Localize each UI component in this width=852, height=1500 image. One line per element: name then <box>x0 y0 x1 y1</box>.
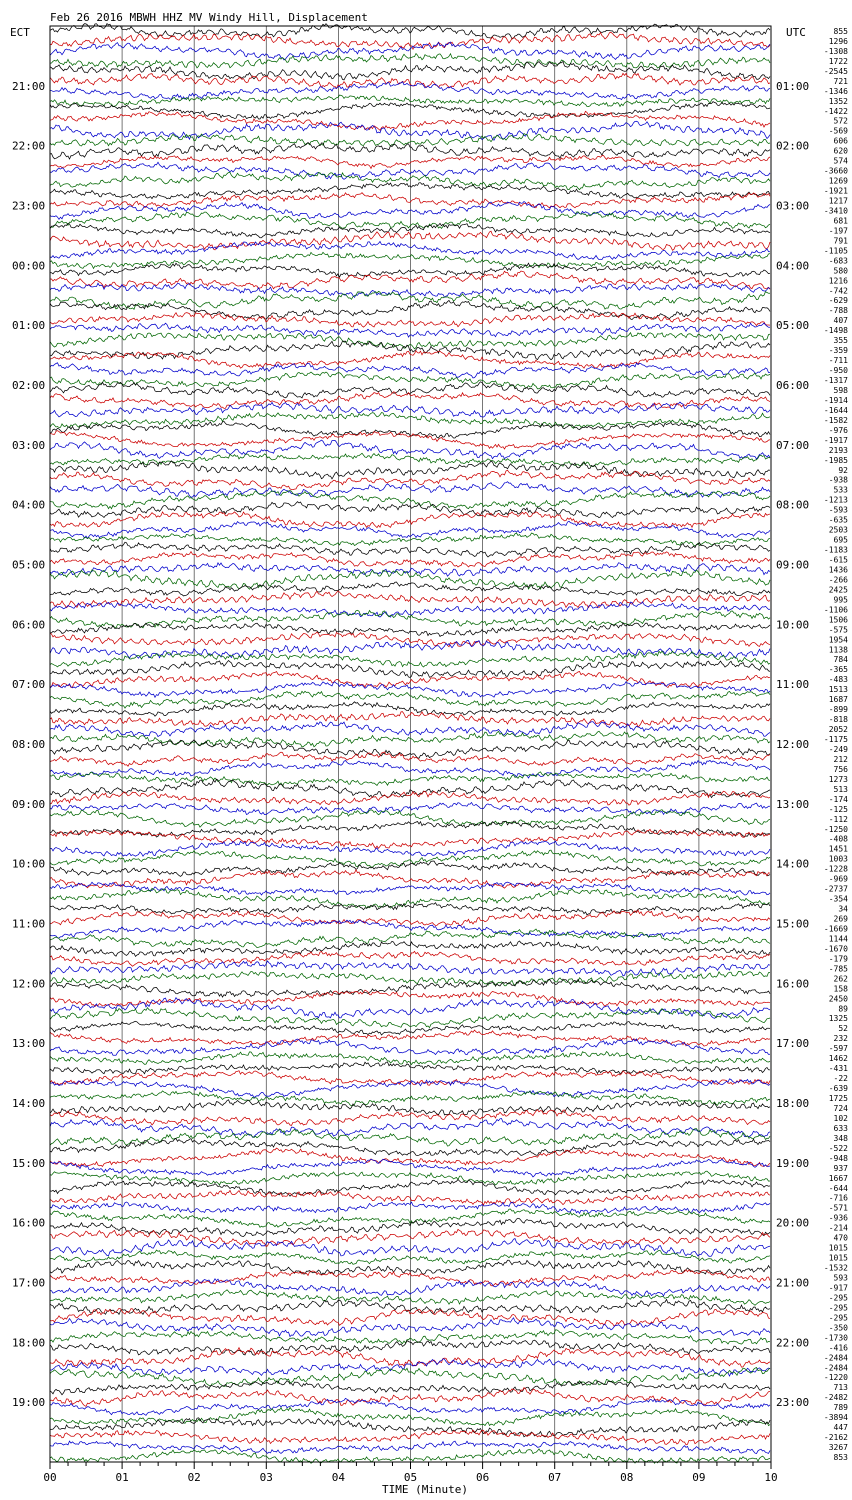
trace-amplitude-label: -1183 <box>823 545 848 555</box>
trace-amplitude-label: 1015 <box>828 1243 848 1253</box>
trace-amplitude-label: 348 <box>833 1133 848 1143</box>
trace-amplitude-label: -359 <box>828 346 848 356</box>
right-axis-label: UTC <box>786 26 806 39</box>
left-hour-label: 10:00 <box>12 857 46 871</box>
trace-amplitude-label: -1346 <box>823 86 848 96</box>
trace-amplitude-label: 620 <box>833 146 848 156</box>
left-hour-label: 14:00 <box>12 1097 46 1110</box>
left-hour-label: 02:00 <box>12 379 46 392</box>
trace-amplitude-label: 1273 <box>828 774 848 784</box>
trace-amplitude-label: 212 <box>833 755 848 764</box>
trace-amplitude-label: -683 <box>828 256 848 266</box>
left-hour-label: 13:00 <box>12 1037 46 1051</box>
trace-amplitude-label: -1308 <box>823 46 848 56</box>
trace-amplitude-label: 1217 <box>828 196 848 206</box>
trace-amplitude-label: -950 <box>828 366 848 375</box>
trace-amplitude-label: -569 <box>828 126 848 136</box>
trace-amplitude-label: -354 <box>828 894 848 904</box>
trace-amplitude-label: 1462 <box>828 1054 848 1064</box>
trace-amplitude-label: 533 <box>833 485 848 495</box>
trace-amplitude-label: 1138 <box>828 645 848 655</box>
trace-amplitude-label: -1220 <box>823 1373 848 1383</box>
left-hour-label: 07:00 <box>12 678 46 692</box>
trace-amplitude-label: 937 <box>833 1163 848 1173</box>
trace-amplitude-label: -1532 <box>823 1263 848 1273</box>
right-hour-label: 05:00 <box>776 319 810 333</box>
right-hour-label: 06:00 <box>776 379 810 392</box>
trace-amplitude-label: 1003 <box>828 854 848 864</box>
right-hour-label: 21:00 <box>776 1276 810 1290</box>
trace-amplitude-label: -431 <box>828 1064 848 1074</box>
trace-amplitude-label: -1422 <box>823 106 848 116</box>
trace-amplitude-label: 721 <box>833 76 848 86</box>
trace-amplitude-label: -2484 <box>823 1363 848 1373</box>
trace-amplitude-label: 232 <box>833 1034 848 1044</box>
right-hour-label: 23:00 <box>776 1396 810 1410</box>
trace-amplitude-label: -3894 <box>823 1413 848 1423</box>
left-hour-label: 03:00 <box>12 438 46 452</box>
trace-amplitude-label: 724 <box>833 1104 848 1113</box>
trace-amplitude-label: 2503 <box>828 525 848 535</box>
right-hour-label: 17:00 <box>776 1037 810 1051</box>
x-tick-label: 03 <box>259 1471 273 1484</box>
right-hour-label: 10:00 <box>776 618 810 632</box>
trace-amplitude-label: -2484 <box>823 1353 848 1363</box>
left-hour-label: 22:00 <box>12 139 46 153</box>
trace-amplitude-label: -1730 <box>823 1333 848 1343</box>
trace-amplitude-label: 606 <box>833 136 848 146</box>
trace-amplitude-label: 995 <box>833 595 848 605</box>
left-hour-label: 21:00 <box>12 79 46 93</box>
trace-amplitude-label: 756 <box>833 764 848 774</box>
x-axis-label: TIME (Minute) <box>381 1483 469 1496</box>
trace-amplitude-label: 3267 <box>828 1443 848 1452</box>
trace-amplitude-label: 513 <box>833 784 848 794</box>
trace-amplitude-label: -295 <box>828 1303 848 1313</box>
left-hour-label: 09:00 <box>12 797 46 811</box>
trace-amplitude-label: 1513 <box>828 685 848 695</box>
trace-amplitude-label: 855 <box>833 27 848 36</box>
right-hour-label: 04:00 <box>776 259 810 273</box>
trace-amplitude-label: 789 <box>833 1403 848 1413</box>
trace-amplitude-label: -644 <box>828 1183 848 1193</box>
trace-amplitude-label: 102 <box>833 1114 848 1123</box>
trace-amplitude-label: 713 <box>833 1383 848 1393</box>
trace-amplitude-label: -597 <box>828 1044 848 1054</box>
trace-amplitude-label: -3410 <box>823 206 848 216</box>
trace-amplitude-label: -1670 <box>823 944 848 954</box>
trace-amplitude-label: 52 <box>838 1024 848 1034</box>
trace-amplitude-label: -948 <box>828 1153 848 1163</box>
trace-amplitude-label: -1175 <box>823 735 848 744</box>
left-hour-label: 15:00 <box>12 1156 46 1170</box>
right-hour-label: 07:00 <box>776 438 810 452</box>
trace-amplitude-label: -818 <box>828 715 848 725</box>
trace-amplitude-label: -629 <box>828 296 848 306</box>
trace-amplitude-label: 89 <box>838 1004 848 1014</box>
trace-amplitude-label: -1669 <box>823 924 848 934</box>
right-hour-label: 02:00 <box>776 139 810 153</box>
trace-amplitude-label: -1105 <box>823 246 848 256</box>
trace-amplitude-label: 1451 <box>828 844 848 854</box>
trace-amplitude-label: -365 <box>828 665 848 675</box>
x-tick-label: 06 <box>475 1471 490 1484</box>
trace-amplitude-label: -1213 <box>823 495 848 505</box>
trace-amplitude-label: -214 <box>828 1223 848 1233</box>
x-tick-label: 09 <box>692 1471 706 1484</box>
trace-amplitude-label: 1015 <box>828 1253 848 1263</box>
trace-amplitude-label: -785 <box>828 964 848 974</box>
trace-amplitude-label: 695 <box>833 535 848 545</box>
trace-amplitude-label: 2425 <box>828 585 848 595</box>
left-hour-label: 23:00 <box>12 199 46 213</box>
trace-amplitude-label: 2193 <box>828 445 848 455</box>
trace-amplitude-label: -899 <box>828 705 848 715</box>
trace-amplitude-label: 1725 <box>828 1094 848 1103</box>
x-tick-label: 07 <box>548 1471 562 1484</box>
left-hour-label: 05:00 <box>12 558 46 572</box>
left-axis-label: ECT <box>10 26 30 39</box>
trace-amplitude-label: -2162 <box>823 1433 848 1443</box>
x-tick-label: 05 <box>403 1471 418 1484</box>
trace-amplitude-label: 1216 <box>828 276 848 286</box>
x-tick-label: 08 <box>620 1471 634 1484</box>
trace-amplitude-label: 1667 <box>828 1173 848 1183</box>
trace-amplitude-label: -615 <box>828 555 848 565</box>
trace-amplitude-label: -295 <box>828 1313 848 1323</box>
trace-amplitude-label: -716 <box>828 1193 848 1203</box>
trace-amplitude-label: -483 <box>828 675 848 685</box>
trace-amplitude-label: -575 <box>828 625 848 635</box>
trace-amplitude-label: -2545 <box>823 66 848 76</box>
trace-amplitude-label: 681 <box>833 216 848 226</box>
trace-amplitude-label: 574 <box>833 156 848 166</box>
trace-amplitude-label: -22 <box>833 1074 848 1084</box>
trace-amplitude-label: -1985 <box>823 455 848 465</box>
x-tick-label: 02 <box>187 1471 201 1484</box>
right-hour-label: 15:00 <box>776 917 810 931</box>
x-tick-label: 10 <box>764 1471 778 1484</box>
trace-amplitude-label: -635 <box>828 515 848 525</box>
trace-amplitude-label: -1582 <box>823 415 848 425</box>
right-hour-label: 11:00 <box>776 678 810 692</box>
trace-amplitude-label: 1436 <box>828 565 848 575</box>
left-hour-label: 19:00 <box>12 1396 46 1410</box>
trace-amplitude-label: -125 <box>828 804 848 814</box>
x-tick-label: 04 <box>331 1471 346 1484</box>
trace-amplitude-label: -976 <box>828 425 848 435</box>
trace-amplitude-label: 34 <box>838 904 848 914</box>
trace-amplitude-label: 784 <box>833 655 848 665</box>
right-hour-label: 16:00 <box>776 977 810 991</box>
left-hour-label: 04:00 <box>12 498 46 512</box>
left-hour-label: 00:00 <box>12 259 46 273</box>
trace-amplitude-label: -416 <box>828 1343 848 1353</box>
trace-amplitude-label: -295 <box>828 1293 848 1303</box>
trace-amplitude-label: 1722 <box>828 56 848 66</box>
right-hour-label: 18:00 <box>776 1097 810 1110</box>
right-hour-label: 19:00 <box>776 1156 810 1170</box>
trace-amplitude-label: -112 <box>828 814 848 824</box>
trace-amplitude-label: 1144 <box>828 934 848 944</box>
trace-amplitude-label: -522 <box>828 1143 848 1153</box>
trace-amplitude-label: 791 <box>833 236 848 246</box>
trace-amplitude-label: 1954 <box>828 635 848 645</box>
trace-amplitude-label: -1228 <box>823 864 848 874</box>
trace-amplitude-label: 598 <box>833 386 848 395</box>
trace-amplitude-label: -571 <box>828 1203 848 1213</box>
trace-amplitude-label: -1921 <box>823 186 848 196</box>
left-hour-label: 16:00 <box>12 1216 46 1230</box>
trace-amplitude-label: 407 <box>833 316 848 326</box>
trace-amplitude-label: -408 <box>828 834 848 844</box>
trace-amplitude-label: -266 <box>828 575 848 585</box>
trace-amplitude-label: -197 <box>828 226 848 236</box>
trace-amplitude-label: 1325 <box>828 1014 848 1024</box>
trace-amplitude-label: -711 <box>828 356 848 366</box>
trace-amplitude-label: -1317 <box>823 376 848 385</box>
trace-amplitude-label: -1498 <box>823 326 848 336</box>
trace-amplitude-label: 1296 <box>828 37 848 46</box>
left-hour-label: 01:00 <box>12 319 46 333</box>
trace-amplitude-label: -788 <box>828 306 848 316</box>
trace-amplitude-label: -1106 <box>823 605 848 615</box>
trace-amplitude-label: -174 <box>828 794 848 804</box>
right-hour-label: 03:00 <box>776 199 810 213</box>
right-hour-label: 22:00 <box>776 1336 810 1350</box>
left-hour-label: 18:00 <box>12 1336 46 1350</box>
trace-amplitude-label: -917 <box>828 1283 848 1293</box>
trace-amplitude-label: 470 <box>833 1233 848 1243</box>
x-tick-label: 00 <box>43 1471 57 1484</box>
trace-amplitude-label: 447 <box>833 1423 848 1433</box>
trace-amplitude-label: -938 <box>828 475 848 485</box>
left-hour-label: 06:00 <box>12 618 46 632</box>
trace-amplitude-label: -742 <box>828 286 848 296</box>
trace-amplitude-label: -249 <box>828 745 848 754</box>
trace-amplitude-label: 1687 <box>828 695 848 705</box>
trace-amplitude-label: -936 <box>828 1213 848 1223</box>
trace-amplitude-label: -1250 <box>823 824 848 834</box>
trace-amplitude-label: 633 <box>833 1123 848 1133</box>
trace-amplitude-label: -179 <box>828 954 848 964</box>
left-hour-label: 08:00 <box>12 738 46 751</box>
trace-amplitude-label: 2450 <box>828 994 848 1004</box>
trace-amplitude-label: -2482 <box>823 1393 848 1403</box>
trace-amplitude-label: -2737 <box>823 884 848 894</box>
trace-amplitude-label: -3660 <box>823 166 848 176</box>
trace-amplitude-label: 262 <box>833 974 848 984</box>
trace-amplitude-label: 92 <box>838 465 848 475</box>
right-hour-label: 08:00 <box>776 498 810 512</box>
trace-amplitude-label: 1352 <box>828 96 848 106</box>
trace-amplitude-label: -1917 <box>823 435 848 445</box>
trace-amplitude-label: 853 <box>833 1453 848 1462</box>
trace-amplitude-label: -350 <box>828 1323 848 1333</box>
trace-amplitude-label: 593 <box>833 1273 848 1283</box>
left-hour-label: 17:00 <box>12 1276 46 1290</box>
trace-amplitude-label: -639 <box>828 1084 848 1093</box>
chart-title: Feb 26 2016 MBWH HHZ MV Windy Hill, Displacement <box>50 11 368 24</box>
left-hour-label: 11:00 <box>12 917 46 931</box>
trace-amplitude-label: 355 <box>833 336 848 346</box>
trace-amplitude-label: 580 <box>833 266 848 276</box>
right-hour-label: 13:00 <box>776 797 810 811</box>
right-hour-label: 12:00 <box>776 738 810 751</box>
x-tick-label: 01 <box>115 1471 129 1484</box>
trace-amplitude-label: 158 <box>833 984 848 994</box>
trace-amplitude-label: 1269 <box>828 176 848 186</box>
trace-amplitude-label: 572 <box>833 116 848 126</box>
left-hour-label: 12:00 <box>12 977 46 991</box>
right-hour-label: 01:00 <box>776 79 810 93</box>
right-hour-label: 09:00 <box>776 558 810 572</box>
trace-amplitude-label: -969 <box>828 874 848 884</box>
trace-amplitude-label: 269 <box>833 914 848 924</box>
right-hour-label: 14:00 <box>776 857 810 871</box>
trace-amplitude-label: -1644 <box>823 405 848 415</box>
right-hour-label: 20:00 <box>776 1216 810 1230</box>
trace-amplitude-label: -593 <box>828 505 848 515</box>
trace-amplitude-label: -1914 <box>823 396 848 405</box>
trace-amplitude-label: 1506 <box>828 615 848 625</box>
trace-amplitude-label: 2052 <box>828 725 848 734</box>
